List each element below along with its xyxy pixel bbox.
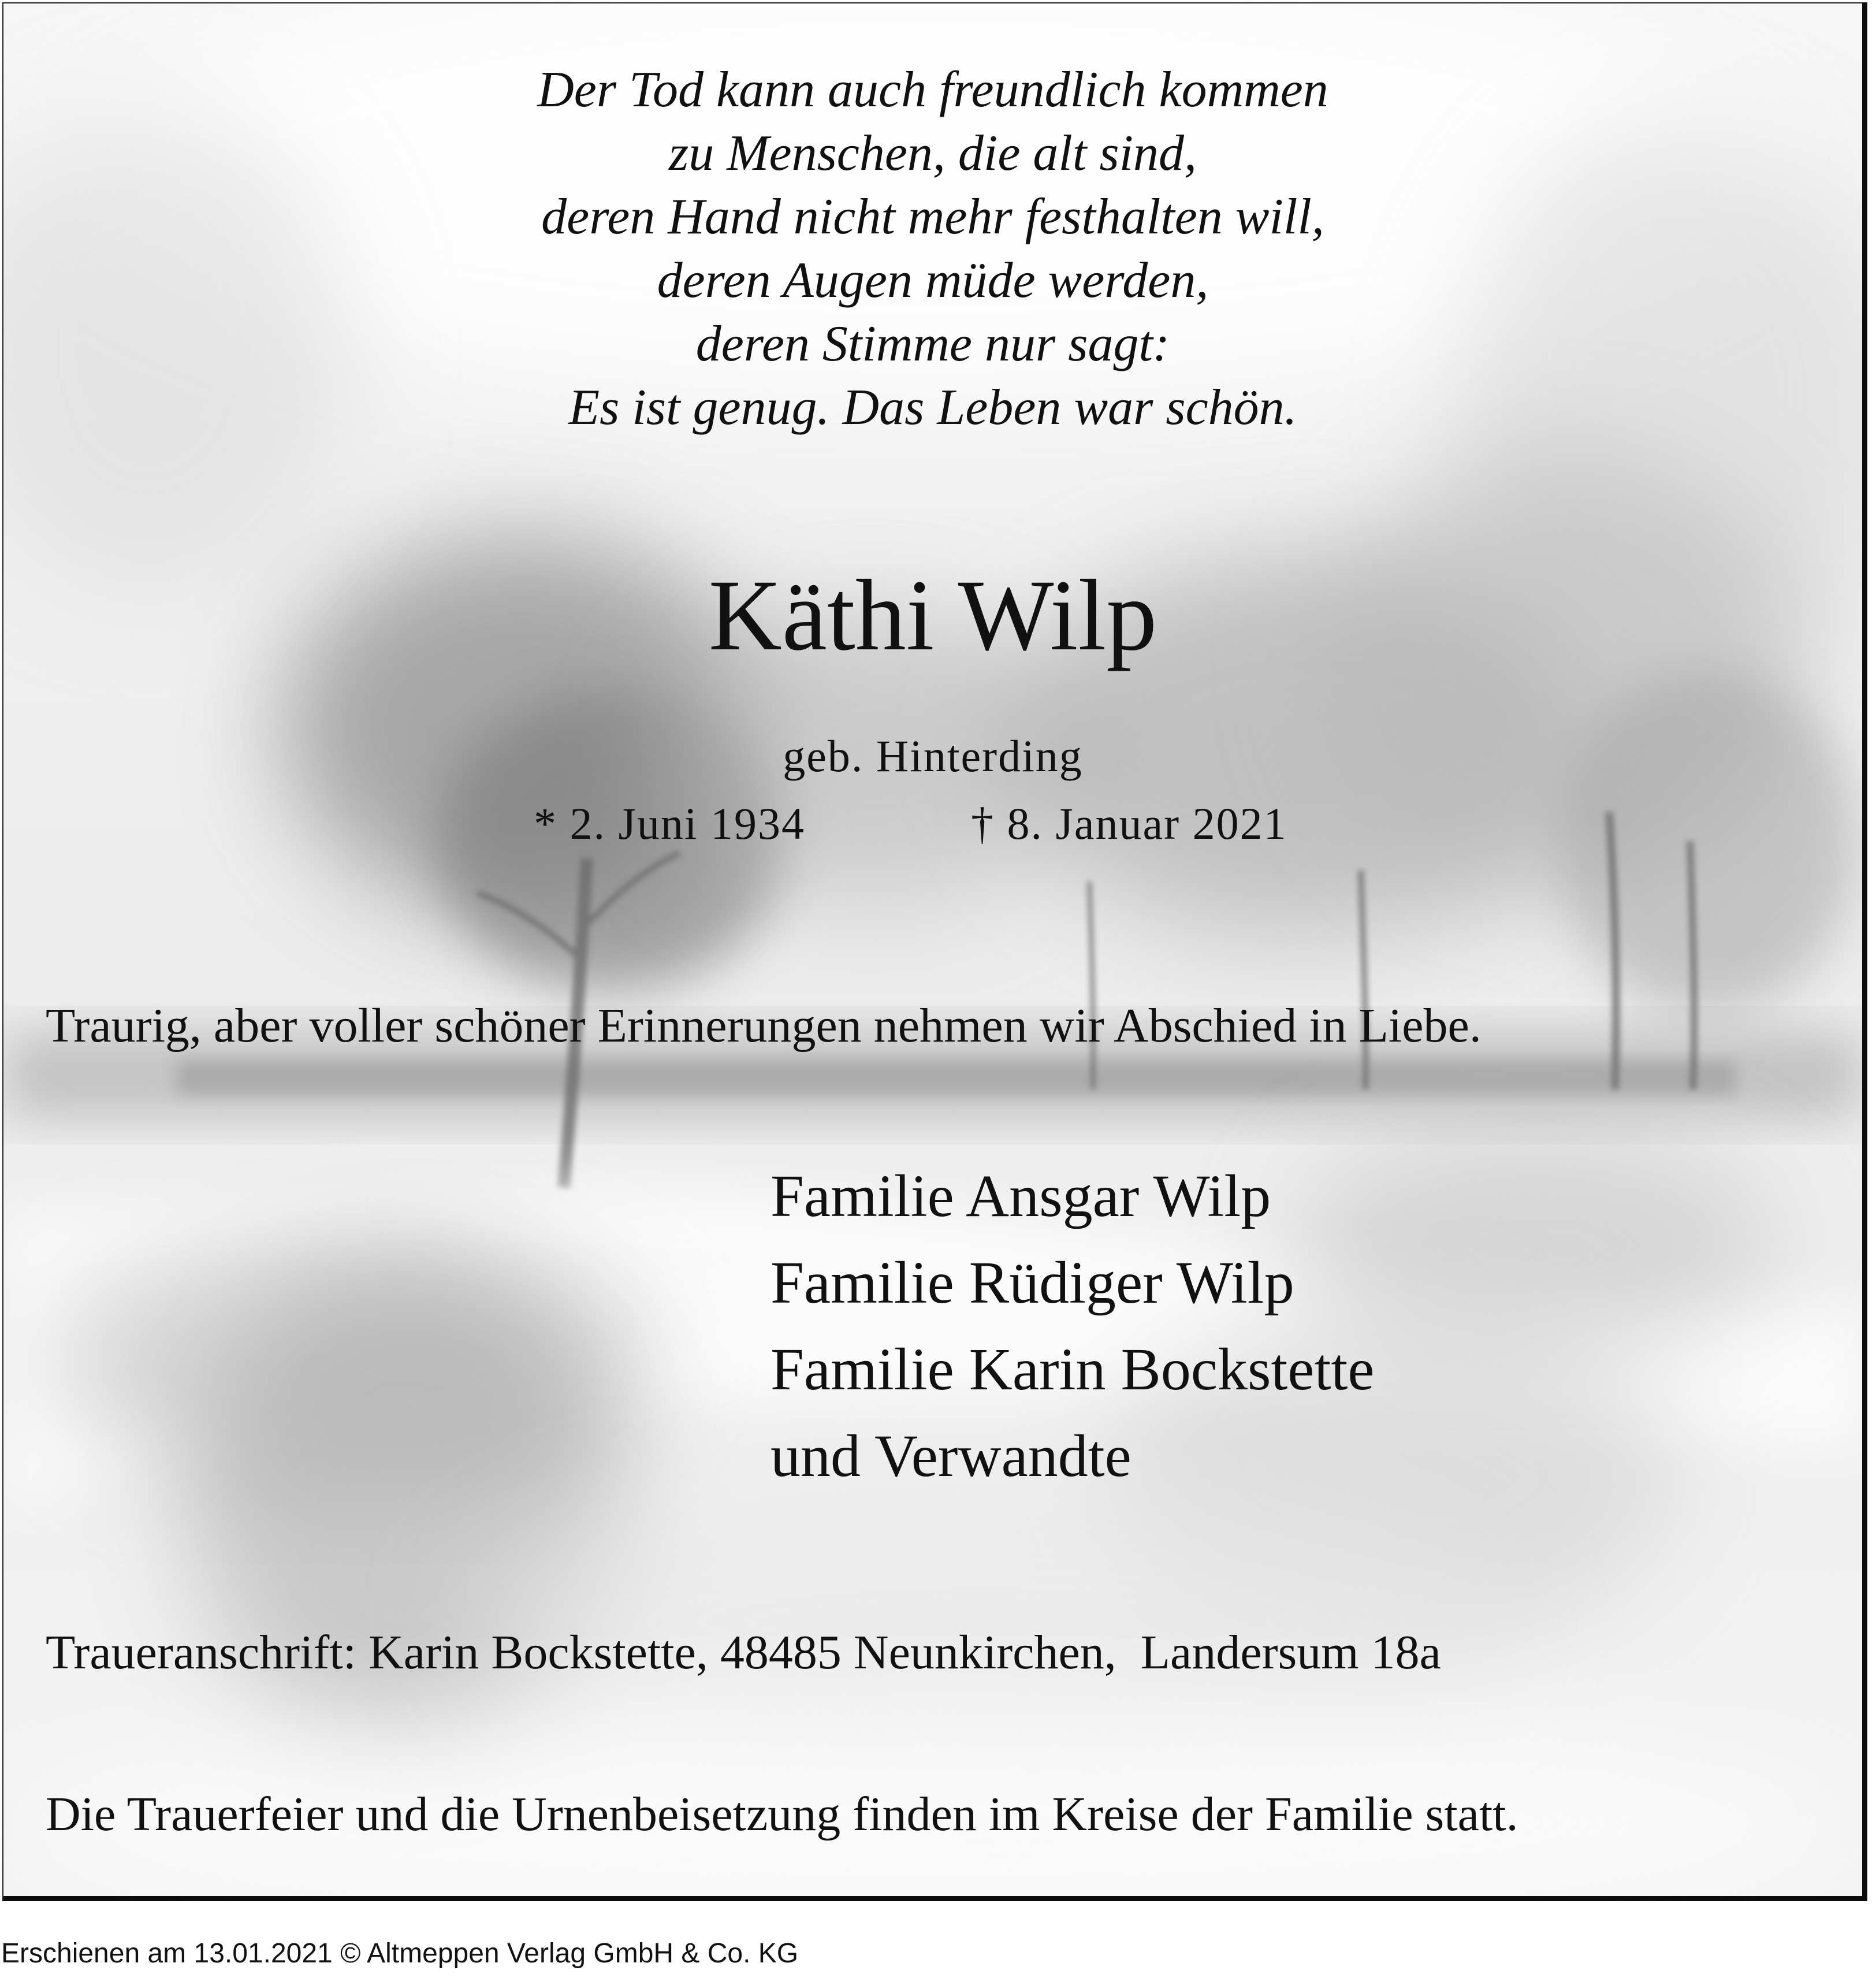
poem-line: Der Tod kann auch freundlich kommen bbox=[3, 58, 1862, 122]
mourner-entry: Familie Karin Bockstette bbox=[770, 1326, 1375, 1413]
ceremony-note: Die Trauerfeier und die Urnenbeisetzung finden im Kreise der Familie statt. bbox=[46, 1783, 1518, 1846]
deceased-name: Käthi Wilp bbox=[3, 558, 1862, 674]
mourner-entry: Familie Rüdiger Wilp bbox=[770, 1240, 1375, 1326]
mourning-address: Traueranschrift: Karin Bockstette, 48485 Neunkirchen, Landersum 18a bbox=[46, 1621, 1441, 1685]
poem-line: deren Hand nicht mehr festhalten will, bbox=[3, 185, 1862, 249]
birth-date: * 2. Juni 1934 bbox=[534, 795, 805, 853]
maiden-name: geb. Hinterding bbox=[3, 727, 1862, 785]
publication-credit: Erschienen am 13.01.2021 © Altmeppen Verlag GmbH & Co. KG bbox=[1, 1936, 798, 1971]
poem-line: zu Menschen, die alt sind, bbox=[3, 122, 1862, 185]
poem-line: Es ist genug. Das Leben war schön. bbox=[3, 376, 1862, 440]
poem-line: deren Stimme nur sagt: bbox=[3, 313, 1862, 376]
poem-line: deren Augen müde werden, bbox=[3, 249, 1862, 313]
mourner-entry: Familie Ansgar Wilp bbox=[770, 1153, 1375, 1240]
farewell-text: Traurig, aber voller schöner Erinnerungen nehmen wir Abschied in Liebe. bbox=[46, 994, 1482, 1058]
death-date: † 8. Januar 2021 bbox=[971, 795, 1287, 853]
mourner-entry: und Verwandte bbox=[770, 1413, 1375, 1500]
